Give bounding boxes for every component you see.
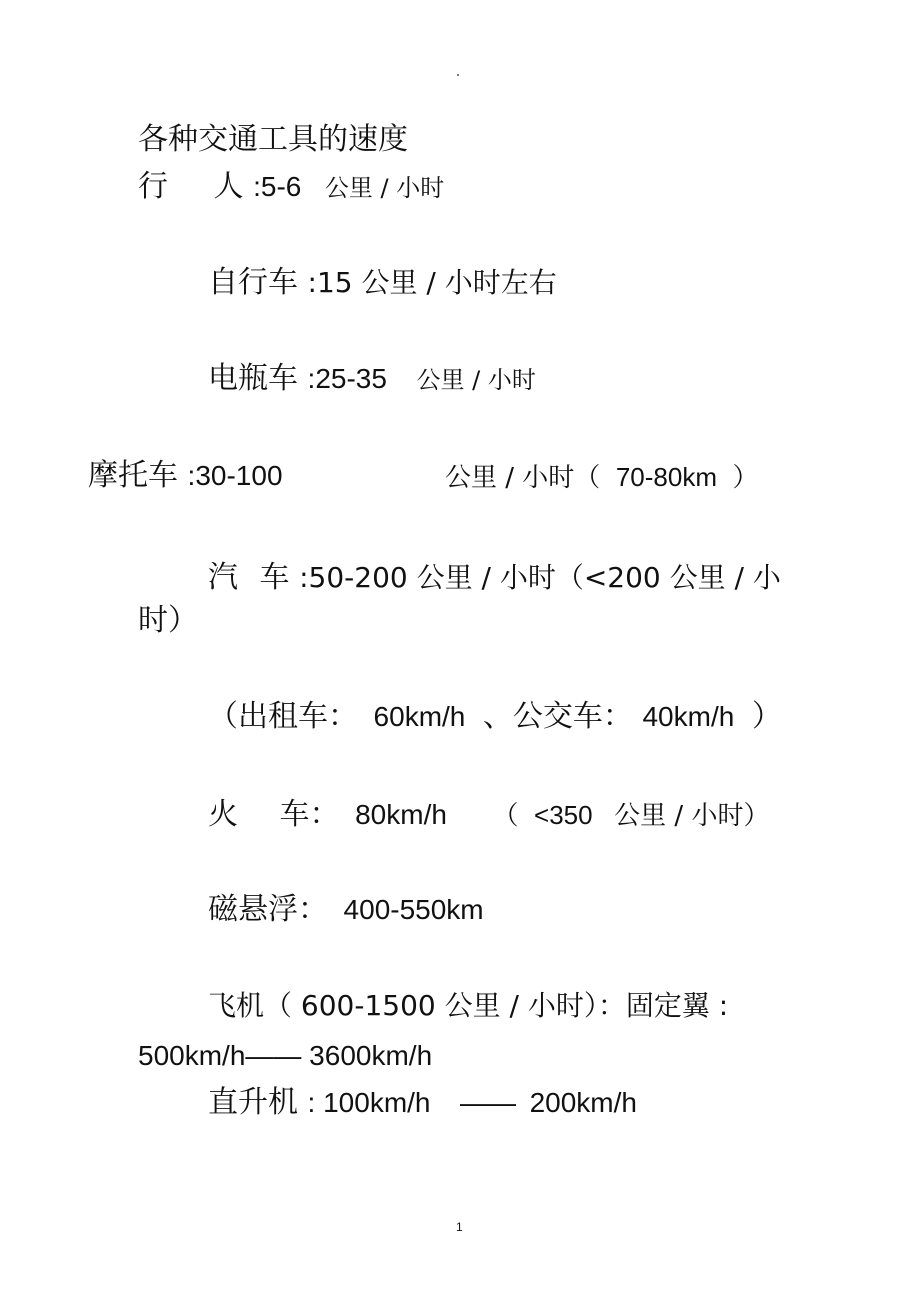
heli-dash: ——: [460, 1087, 517, 1118]
ebike-value: :25-35: [307, 363, 387, 394]
walk-label: 行: [138, 169, 168, 204]
car-value: :50-200 公里 / 小时（<200 公里 / 小: [299, 561, 781, 594]
walk-unit: 公里 / 小时: [324, 174, 445, 202]
taxi-sep: 、公交车：: [482, 699, 633, 734]
train-open: （: [492, 801, 519, 831]
train-label-a: 火: [208, 797, 238, 832]
line-moto: [88, 458, 283, 493]
train-limit: <350: [534, 800, 593, 830]
moto-value: :30-100: [187, 460, 283, 491]
top-mark: [457, 74, 459, 76]
line-moto-unit: [445, 462, 759, 492]
page-title: 各种交通工具的速度: [138, 122, 408, 157]
walk-value: :5-6: [253, 171, 302, 202]
heli-value-2: 200km/h: [529, 1087, 637, 1118]
taxi-label: （出租车：: [208, 699, 358, 734]
heli-value: : 100km/h: [307, 1087, 431, 1118]
car-label-a: 汽: [208, 560, 238, 595]
line-plane-cont: 500km/h—— 3600km/h: [138, 1040, 433, 1071]
bike-label: 自行车: [208, 265, 298, 300]
bike-value: :15 公里 / 小时左右: [307, 266, 557, 299]
line-maglev: [208, 892, 484, 927]
line-plane: 飞机（ 600-1500 公里 / 小时）：固定翼 :: [208, 989, 729, 1022]
page-number: 1: [456, 1220, 463, 1234]
line-bike: [208, 265, 557, 300]
bus-value: 40km/h: [642, 701, 735, 732]
ebike-label: 电瓶车: [208, 361, 298, 396]
moto-close: ）: [732, 463, 759, 493]
car-label-b: 车: [259, 560, 290, 595]
moto-unit: 公里 / 小时（: [445, 463, 601, 493]
moto-label: 摩托车: [88, 458, 178, 493]
heli-label: 直升机: [208, 1085, 298, 1120]
ebike-unit: 公里 / 小时: [416, 366, 536, 394]
line-train: [208, 797, 770, 832]
line-car-cont: 时）: [138, 603, 198, 638]
walk-label-2: 人: [213, 169, 244, 204]
maglev-label: 磁悬浮：: [208, 892, 328, 927]
taxi-value: 60km/h: [373, 701, 466, 732]
line-taxi: [208, 699, 782, 734]
taxi-close: ）: [751, 699, 782, 734]
line-heli: [208, 1085, 637, 1120]
line-walk: [138, 169, 445, 204]
train-label-b: 车：: [279, 797, 340, 832]
line-car: [208, 560, 781, 595]
moto-extra: 70-80km: [615, 462, 717, 492]
train-unit: 公里 / 小时）: [614, 801, 770, 831]
line-ebike: [208, 361, 536, 396]
maglev-value: 400-550km: [343, 894, 484, 925]
train-value: 80km/h: [355, 799, 447, 830]
